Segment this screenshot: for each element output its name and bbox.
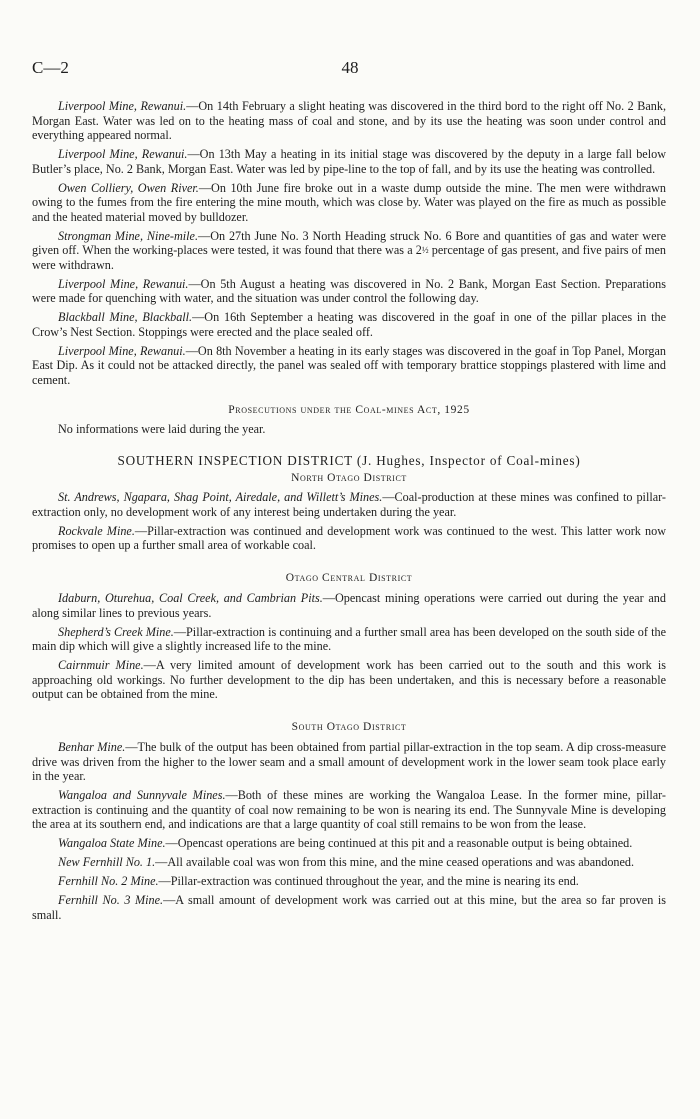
mine-name: Shepherd’s Creek Mine. [58, 624, 174, 639]
paragraph-text: —The bulk of the output has been obtained from partial pillar-extraction in the top seam. A dip cross-measure drive was driven from the higher to the lower seam and a small amount of development work in the lower seam took place early in the year. [32, 740, 667, 783]
mine-name: Wangaloa and Sunnyvale Mines. [58, 788, 226, 802]
otago-central-paragraphs [32, 591, 666, 702]
report-paragraph [32, 181, 666, 225]
mine-name: Benhar Mine. [58, 740, 126, 754]
mine-name: St. Andrews, Ngapara, Shag Point, Airedale, and Willett’s Mines. [58, 490, 383, 504]
paragraph-text: —Opencast mining operations were carried out during the year and along similar lines to previous years. [32, 591, 666, 620]
paragraph-text: —Pillar-extraction was continued throughout the year, and the mine is nearing its end. [158, 874, 579, 888]
paragraph-text: —On 13th May a heating in its initial stage was discovered by the deputy in a large fall below Butler’s place, No. 2 Bank, Morgan East. Water was led by pipe-line to the top of fall, and by its use the heating was controlled. [32, 147, 666, 176]
report-paragraph [32, 147, 666, 176]
south-otago-paragraphs [32, 740, 666, 922]
report-paragraph [32, 658, 666, 702]
report-code: C—2 [32, 58, 69, 77]
incident-paragraphs-b [32, 277, 666, 388]
mine-name: Cairnmuir Mine. [58, 658, 144, 672]
paragraph-text: —A very limited amount of development work has been carried out to the south and this work is approaching old workings. No further development to the dip has been undertaken, and this is necessary before a reasonable output can be obtained from the mine. [32, 658, 666, 701]
paragraph-text: —On 16th September a heating was discovered in the goaf in one of the pillar places in the Crow’s Nest Section. Stoppings were erected and the place sealed off. [32, 310, 666, 339]
paragraph-strongman [32, 229, 666, 273]
north-otago-paragraphs [32, 490, 666, 553]
paragraph-text: —Opencast operations are being continued at this pit and a reasonable output is being obtained. [165, 836, 633, 850]
incident-paragraphs-a [32, 99, 666, 224]
report-paragraph [32, 855, 666, 870]
mine-name: Liverpool Mine, Rewanui. [58, 276, 189, 291]
report-paragraph [32, 874, 666, 889]
mine-name: Fernhill No. 2 Mine. [58, 874, 159, 888]
mine-name: Owen Colliery, Owen River. [58, 180, 199, 195]
report-paragraph [32, 893, 666, 922]
report-paragraph [32, 490, 666, 519]
paragraph-text: —On 5th August a heating was discovered in No. 2 Bank, Morgan East Section. Preparations were made for quenching with water, and the situation was under control the following day. [32, 276, 666, 305]
prosecutions-text: No informations were laid during the year. [58, 421, 266, 436]
otago-central-heading: Otago Central District [285, 571, 413, 584]
southern-district-heading: SOUTHERN INSPECTION DISTRICT (J. Hughes, Inspector of Coal-mines) [117, 453, 581, 468]
paragraph-text: —A small amount of development work was carried out at this mine, but the area so far proven is small. [32, 893, 666, 922]
report-paragraph [32, 524, 666, 553]
south-otago-heading: South Otago District [291, 720, 407, 733]
paragraph-text: —All available coal was won from this mine, and the mine ceased operations and was abandoned. [155, 855, 635, 869]
paragraph-text: —On 14th February a slight heating was discovered in the third bord to the right off No. 2 Bank, Morgan East. Water was led on to the heating mass of coal and stone, and by its use the heating was soon under control and everything appeared normal. [32, 99, 666, 142]
mine-name: New Fernhill No. 1. [58, 855, 156, 869]
paragraph-text: —Pillar-extraction was continued and development work was continued to the west. This latter work now promises to open up a further small area of workable coal. [32, 523, 667, 552]
mine-name: Idaburn, Oturehua, Coal Creek, and Cambrian Pits. [58, 591, 323, 605]
report-paragraph [32, 344, 666, 388]
mine-name: Rockvale Mine. [58, 523, 135, 538]
paragraph-text: —On 27th June No. 3 North Heading struck No. 6 Bore and quantities of gas and water were given off. When the working-places were tested, it was found that there was a [32, 228, 666, 257]
page-body [32, 99, 666, 927]
mine-name: Fernhill No. 3 Mine. [58, 893, 164, 907]
mine-name: Liverpool Mine, Rewanui. [58, 99, 187, 113]
mine-name: Blackball Mine, Blackball. [58, 310, 193, 324]
north-otago-heading: North Otago District [291, 471, 407, 484]
report-paragraph [32, 277, 666, 306]
fraction-whole: 2 [415, 243, 422, 257]
report-paragraph [32, 591, 666, 620]
paragraph-text: —Pillar-extraction is continuing and a further small area has been developed on the south side of the main dip which will give a slightly increased life to the mine. [32, 624, 666, 653]
mine-name: Wangaloa State Mine. [58, 836, 166, 850]
paragraph-text: —On 10th June fire broke out in a waste dump outside the mine. The men were withdrawn owing to the fumes from the fire entering the mine mouth, which was close by. Water was played on the fire as much as possible and the heated material moved by bulldozer. [32, 180, 667, 224]
paragraph-text: —On 8th November a heating in its early stages was discovered in the goaf in Top Panel, Morgan East Dip. As it could not be attacked directly, the panel was sealed off with temporary brattice stoppings plastered with lime and cement. [32, 343, 667, 387]
mine-name: Strongman Mine, Nine-mile. [58, 228, 198, 243]
report-paragraph [32, 310, 666, 339]
mine-name: Liverpool Mine, Rewanui. [58, 343, 186, 358]
paragraph-text: —Both of these mines are working the Wangaloa Lease. In the former mine, pillar-extraction is continuing and the quantity of coal now remaining to be won is nearing its end. The Sunnyvale Mine is developing the area at its southern end, and indications are that a large quantity of coal still remains to be won from the lease. [32, 788, 666, 831]
mine-name: Liverpool Mine, Rewanui. [58, 147, 188, 161]
page-number: 48 [341, 58, 359, 77]
fraction: ½ [421, 245, 429, 255]
report-paragraph [32, 788, 666, 832]
report-paragraph [32, 740, 666, 784]
report-paragraph [32, 625, 666, 654]
paragraph-text: percentage of gas present, and five pairs of men were withdrawn. [32, 243, 666, 272]
report-paragraph [32, 836, 666, 851]
paragraph-text: —Coal-production at these mines was confined to pillar-extraction only, no development work of any interest being undertaken during the year. [32, 490, 666, 519]
prosecutions-heading: Prosecutions under the Coal-mines Act, 1925 [228, 404, 470, 416]
page-header [32, 58, 668, 82]
report-paragraph [32, 99, 666, 143]
